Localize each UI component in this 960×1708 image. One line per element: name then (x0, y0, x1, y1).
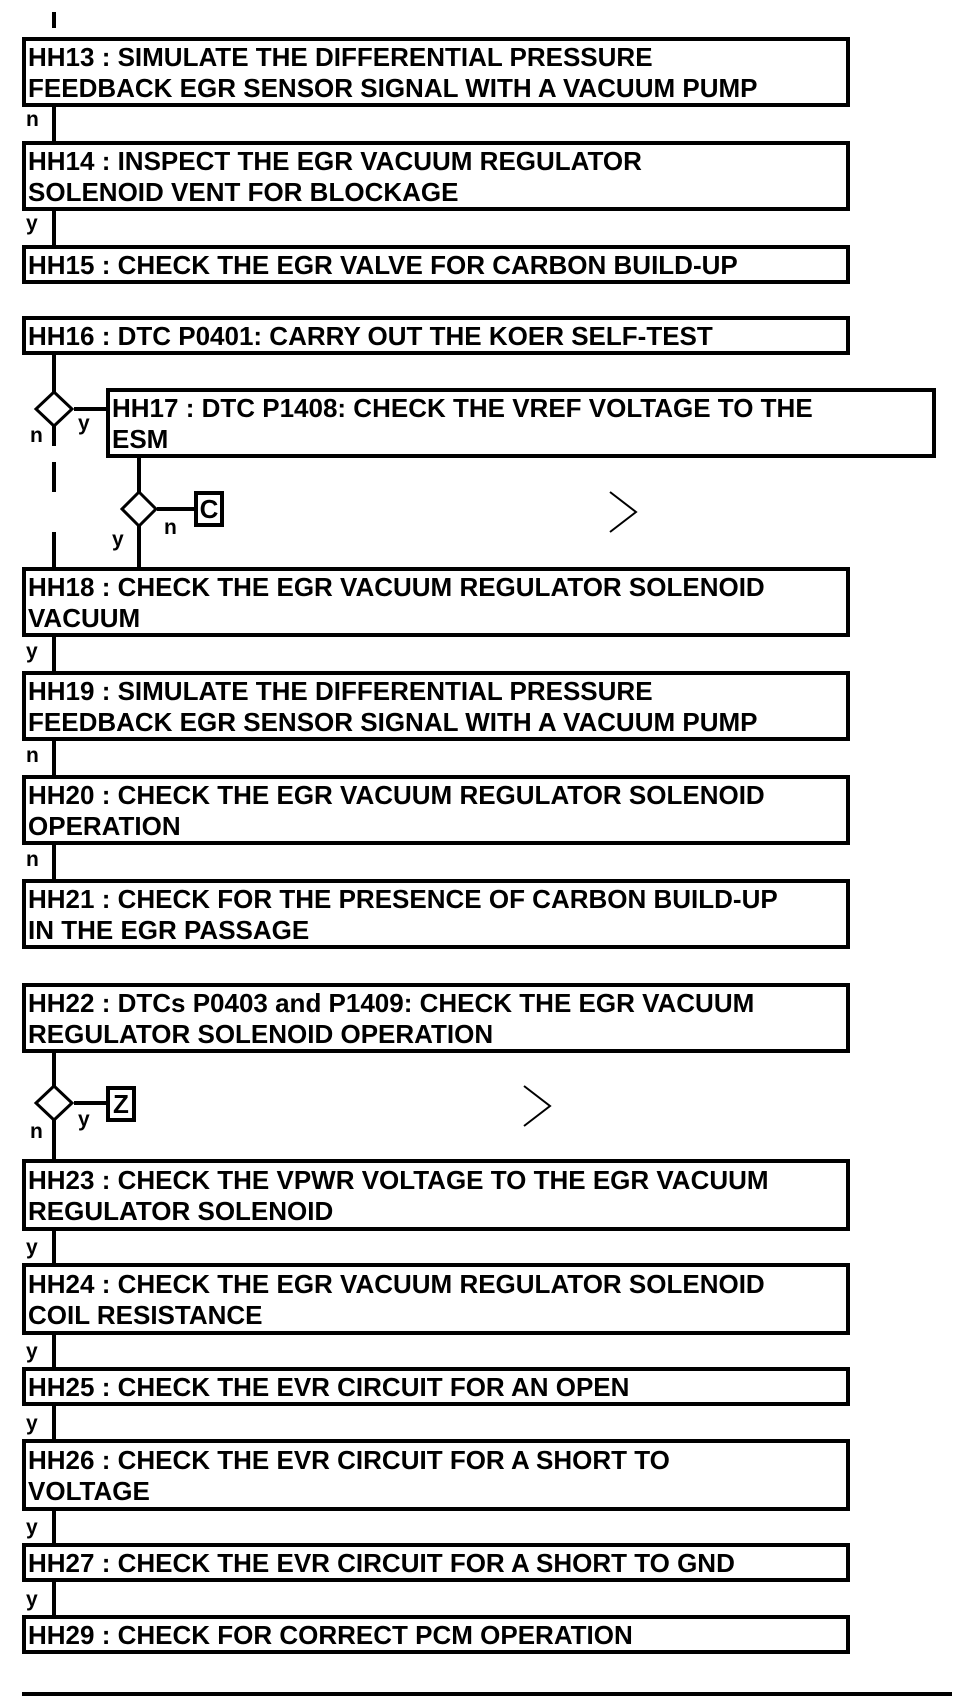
step-hh22 (24, 985, 848, 1051)
branch-label-y: y (26, 1236, 38, 1259)
branch-label-n: n (26, 848, 39, 871)
step-hh26-line-1: HH26 : CHECK THE EVR CIRCUIT FOR A SHORT TO (28, 1445, 670, 1475)
step-hh18-line-2: VACUUM (28, 603, 141, 633)
step-hh27-line-1: HH27 : CHECK THE EVR CIRCUIT FOR A SHORT TO GND (28, 1548, 735, 1578)
step-hh24-line-1: HH24 : CHECK THE EGR VACUUM REGULATOR SOLENOID (28, 1269, 765, 1299)
step-hh13-line-1: HH13 : SIMULATE THE DIFFERENTIAL PRESSURE (28, 42, 653, 72)
step-hh22-line-1: HH22 : DTCs P0403 and P1409: CHECK THE EGR VACUUM (28, 988, 755, 1018)
decision-diamond-hh17 (122, 492, 156, 526)
step-hh14 (24, 143, 848, 209)
step-hh21-line-1: HH21 : CHECK FOR THE PRESENCE OF CARBON BUILD-UP (28, 884, 778, 914)
step-hh17-line-1: HH17 : DTC P1408: CHECK THE VREF VOLTAGE TO THE (112, 393, 813, 423)
step-hh13-line-2: FEEDBACK EGR SENSOR SIGNAL WITH A VACUUM PUMP (28, 73, 758, 103)
branch-label-n: n (30, 1120, 43, 1143)
step-hh17 (108, 390, 934, 456)
step-hh23-line-2: REGULATOR SOLENOID (28, 1196, 334, 1226)
branch-label-y: y (78, 1108, 90, 1131)
step-hh17-line-2: ESM (112, 424, 169, 454)
connector-c-label: C (199, 494, 219, 524)
branch-label-n: n (26, 108, 39, 131)
step-hh27 (24, 1545, 848, 1580)
step-hh19 (24, 673, 848, 739)
branch-label-y: y (26, 1340, 38, 1363)
step-hh22-line-2: REGULATOR SOLENOID OPERATION (28, 1019, 494, 1049)
step-hh25 (24, 1369, 848, 1404)
step-hh23-line-1: HH23 : CHECK THE VPWR VOLTAGE TO THE EGR VACUUM (28, 1165, 769, 1195)
step-hh20 (24, 777, 848, 843)
chevron-right-icon (524, 1086, 550, 1126)
step-hh19-line-2: FEEDBACK EGR SENSOR SIGNAL WITH A VACUUM PUMP (28, 707, 758, 737)
branch-label-y: y (26, 640, 38, 663)
step-hh21-line-2: IN THE EGR PASSAGE (28, 915, 310, 945)
step-hh13 (24, 39, 848, 105)
step-hh29-line-1: HH29 : CHECK FOR CORRECT PCM OPERATION (28, 1620, 633, 1650)
connector-c (196, 493, 222, 525)
step-hh16 (24, 318, 848, 353)
chevron-right-icon (610, 492, 636, 532)
branch-label-y: y (26, 1412, 38, 1435)
step-hh23 (24, 1161, 848, 1229)
step-hh15-line-1: HH15 : CHECK THE EGR VALVE FOR CARBON BUILD-UP (28, 250, 738, 280)
branch-label-y: y (112, 528, 124, 551)
branch-label-y: y (26, 1516, 38, 1539)
step-hh19-line-1: HH19 : SIMULATE THE DIFFERENTIAL PRESSURE (28, 676, 653, 706)
branch-label-n: n (30, 424, 43, 447)
step-hh26 (24, 1441, 848, 1509)
step-hh24-line-2: COIL RESISTANCE (28, 1300, 263, 1330)
step-hh20-line-1: HH20 : CHECK THE EGR VACUUM REGULATOR SOLENOID (28, 780, 765, 810)
step-hh18 (24, 569, 848, 635)
step-hh16-line-1: HH16 : DTC P0401: CARRY OUT THE KOER SELF-TEST (28, 321, 713, 351)
branch-label-y: y (26, 212, 38, 235)
connector-z (108, 1088, 134, 1120)
step-hh26-line-2: VOLTAGE (28, 1476, 150, 1506)
decision-diamond-hh16 (36, 392, 72, 426)
step-hh25-line-1: HH25 : CHECK THE EVR CIRCUIT FOR AN OPEN (28, 1372, 630, 1402)
step-hh21 (24, 881, 848, 947)
step-hh18-line-1: HH18 : CHECK THE EGR VACUUM REGULATOR SOLENOID (28, 572, 765, 602)
branch-label-y: y (78, 412, 90, 435)
step-hh29 (24, 1617, 848, 1652)
step-hh15 (24, 247, 848, 282)
branch-label-y: y (26, 1588, 38, 1611)
step-hh20-line-2: OPERATION (28, 811, 181, 841)
decision-diamond-hh22 (36, 1086, 72, 1120)
step-hh24 (24, 1265, 848, 1333)
step-hh14-line-2: SOLENOID VENT FOR BLOCKAGE (28, 177, 459, 207)
branch-label-n: n (164, 516, 177, 539)
step-hh14-line-1: HH14 : INSPECT THE EGR VACUUM REGULATOR (28, 146, 642, 176)
connector-z-label: Z (113, 1089, 129, 1119)
branch-label-n: n (26, 744, 39, 767)
